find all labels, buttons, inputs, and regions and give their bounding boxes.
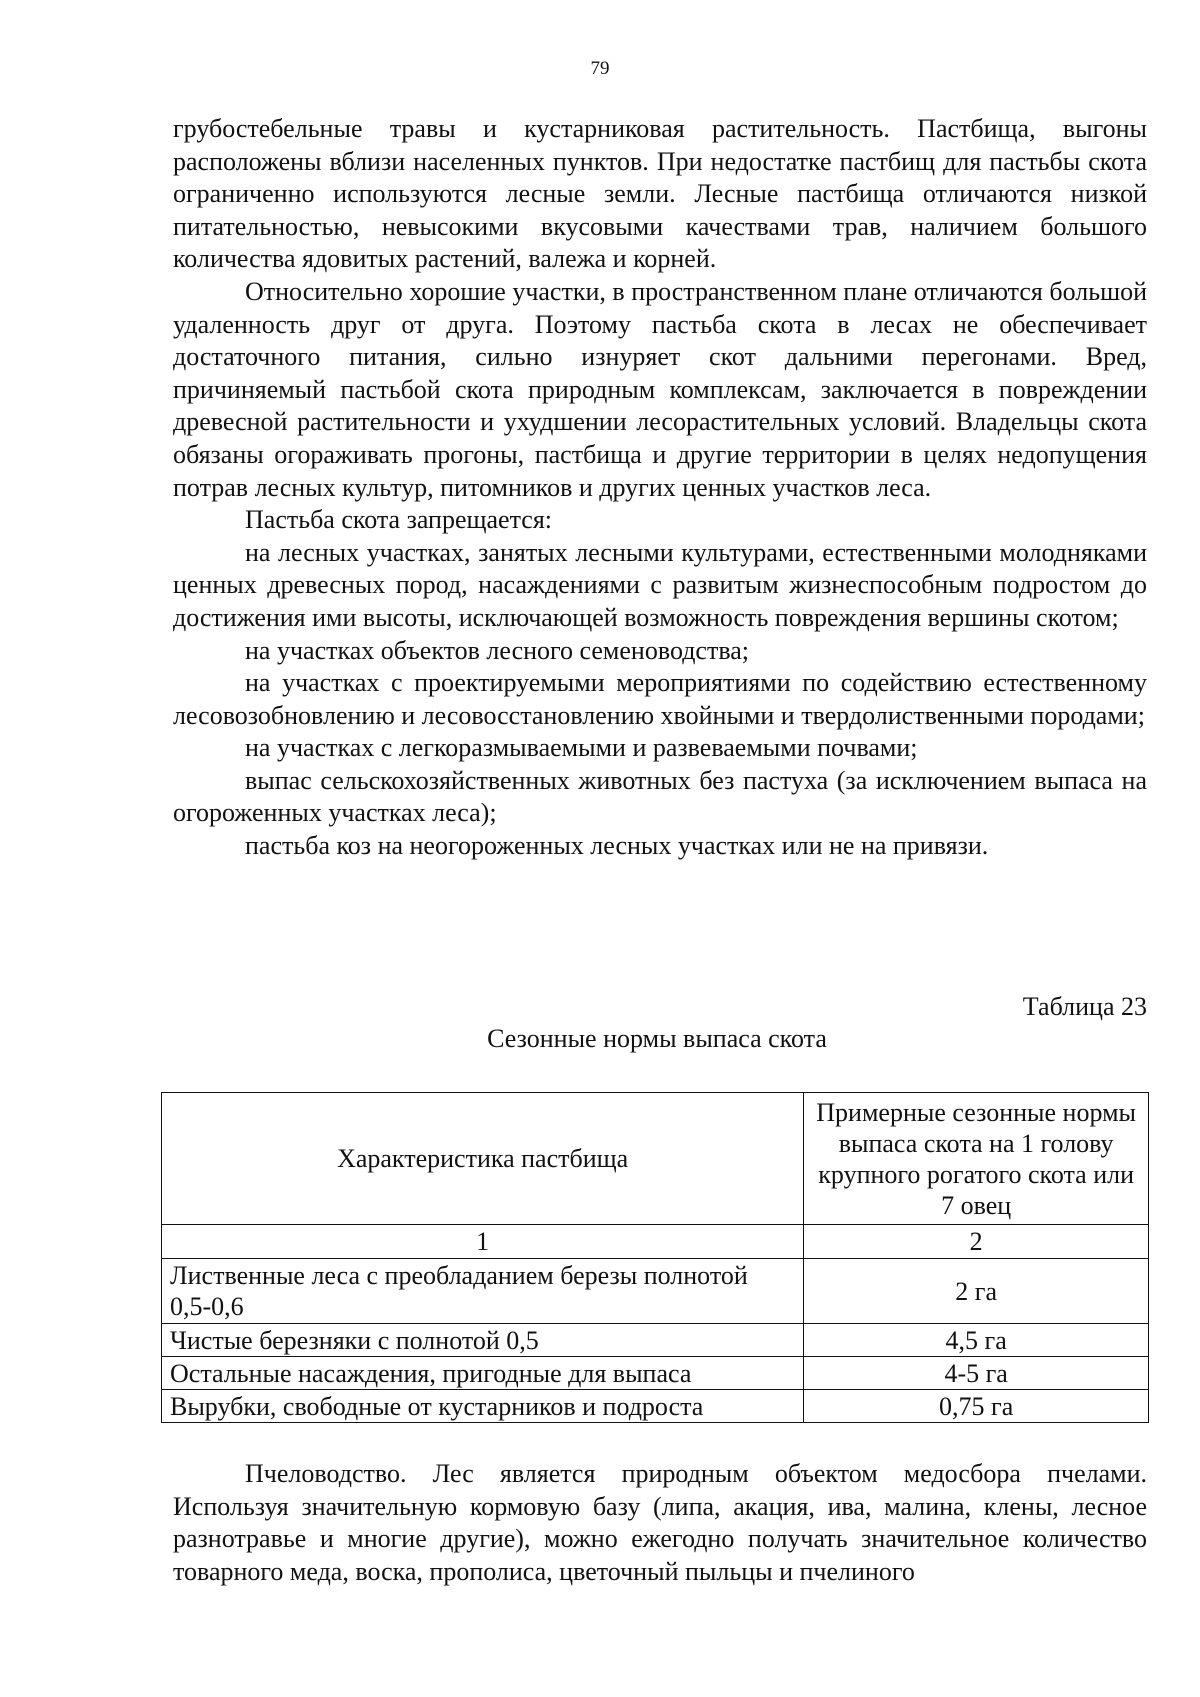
row-characteristic: Вырубки, свободные от кустарников и подроста [162, 1390, 804, 1423]
list-item-no-herdsman: выпас сельскохозяйственных животных без пастуха (за исключением выпаса на огороженных участках леса); [173, 765, 1147, 828]
table-row [162, 1259, 1149, 1324]
table-index-row [162, 1225, 1149, 1259]
paragraph-grazing-prohibited: Пастьба скота запрещается: [245, 505, 552, 535]
paragraph-good-plots: Относительно хорошие участки, в пространственном плане отличаются большой удаленность друг от друга. Поэтому пастьба скота в лесах не обеспечивает достаточного питания, сильно изнуряет скот дальними перегонами. Вред, причиняемый пастьбой скота природным комплексам, заключается в повреждении древесной растительности и ухудшении лесорастительных условий. Владельцы скота обязаны огораживать прогоны, пастбища и другие территории в целях недопущения потрав лесных культур, питомников и других ценных участков леса. [173, 276, 1147, 502]
bottom-text [173, 1458, 1147, 1588]
row-norm: 2 га [804, 1259, 1149, 1324]
list-item-seed-objects: на участках объектов лесного семеноводства; [245, 635, 750, 665]
row-characteristic: Остальные насаждения, пригодные для выпаса [162, 1357, 804, 1390]
row-norm: 0,75 га [804, 1390, 1149, 1423]
row-norm: 4,5 га [804, 1324, 1149, 1357]
paragraph-continuation: грубостебельные травы и кустарниковая растительность. Пастбища, выгоны расположены вблизи населенных пунктов. При недостатке пастбищ для пастьбы скота ограниченно используются лесные земли. Лесные пастбища отличаются низкой питательностью, невысокими вкусовыми качествами трав, наличием большого количества ядовитых растений, валежа и корней. [173, 114, 1147, 274]
list-item-forest-cultures: на лесных участках, занятых лесными культурами, естественными молодняками ценных древесных пород, насаждениями с развитым жизнеспособным подростом до достижения ими высоты, исключающей возможность повреждения вершины скотом; [173, 537, 1147, 632]
table-number: Таблица 23 [1022, 992, 1147, 1021]
paragraph-beekeeping: Пчеловодство. Лес является природным объектом медосбора пчелами. Используя значительную кормовую базу (липа, акация, ива, малина, клены, лесное разнотравье и многие другие), можно ежегодно получать значительное количество товарного меда, воска, прополиса, цветочный пыльцы и пчелиного [173, 1459, 1147, 1586]
index-col-2: 2 [804, 1225, 1149, 1259]
grazing-norms-table [161, 1092, 1149, 1423]
list-item-reforestation: на участках с проектируемыми мероприятиями по содействию естественному лесовозобновлению и лесовосстановлению хвойными и твердолиственными породами; [173, 668, 1147, 730]
table-row [162, 1357, 1149, 1390]
table-row [162, 1324, 1149, 1357]
row-characteristic: Лиственные леса с преобладанием березы полнотой 0,5-0,6 [162, 1259, 804, 1324]
list-item-erodible-soils: на участках с легкоразмываемыми и развеваемыми почвами; [245, 733, 918, 763]
table-title: Сезонные нормы выпаса скота [487, 1024, 827, 1053]
row-norm: 4-5 га [804, 1357, 1149, 1390]
table-row [162, 1390, 1149, 1423]
row-characteristic: Чистые березняки с полнотой 0,5 [162, 1324, 804, 1357]
index-col-1: 1 [162, 1225, 804, 1259]
header-seasonal-norms: Примерные сезонные нормы выпаса скота на 1 голову крупного рогатого скота или 7 овец [804, 1093, 1149, 1225]
list-item-goats: пастьба коз на неогороженных лесных участках или не на привязи. [245, 831, 989, 861]
body-text [173, 113, 1147, 863]
header-pasture-characteristic: Характеристика пастбища [162, 1093, 804, 1225]
table-header-row [162, 1093, 1149, 1225]
page-number: 79 [590, 58, 610, 79]
